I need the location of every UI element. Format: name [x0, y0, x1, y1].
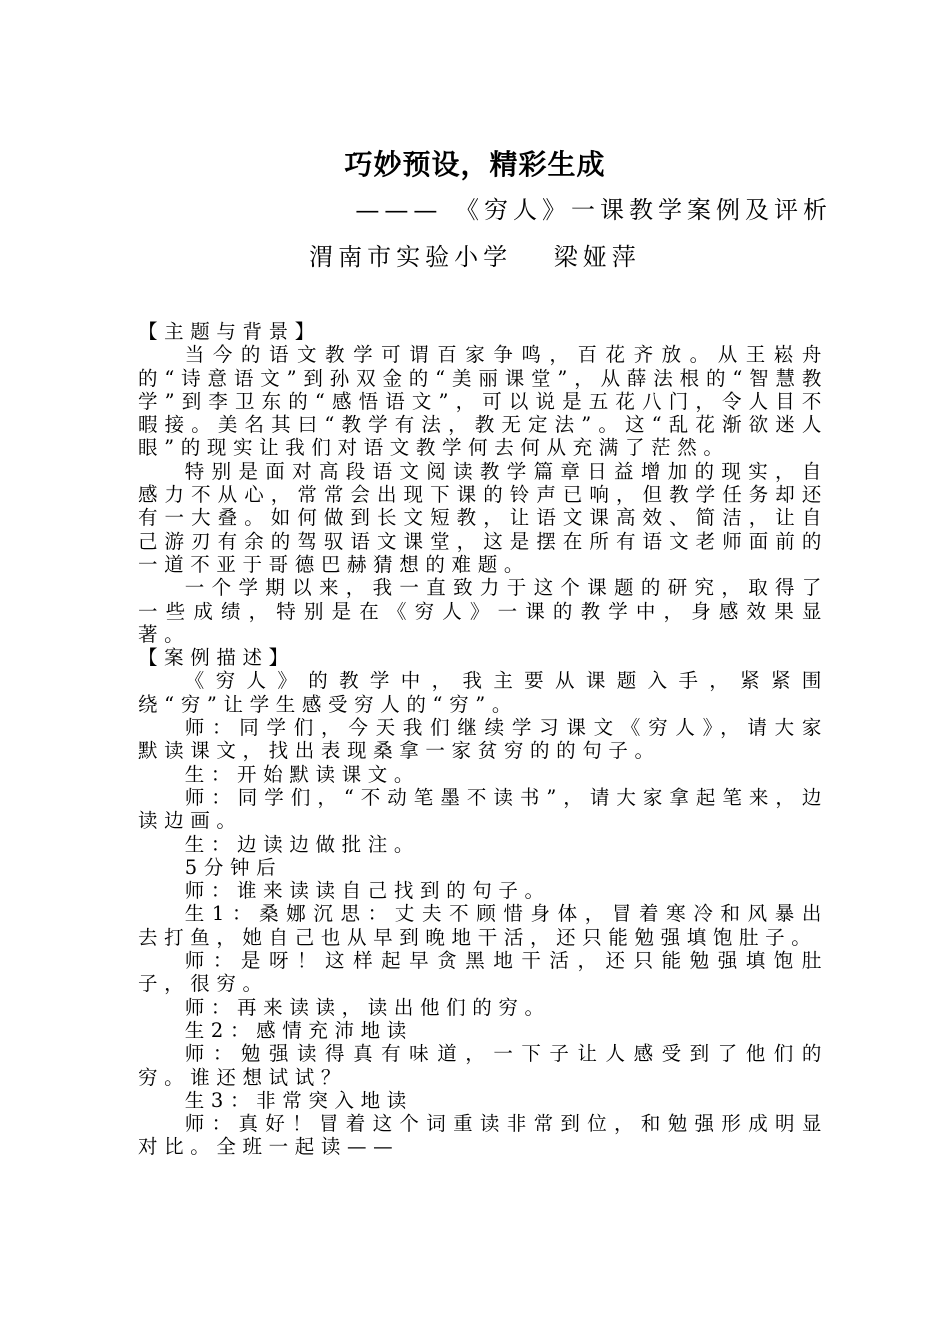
document-title: 巧妙预设，精彩生成: [344, 148, 606, 181]
dialogue-line: 生2：感情充沛地读: [184, 1018, 413, 1042]
dialogue-line: 师：谁来读读自己找到的句子。: [184, 879, 551, 903]
dialogue-line: 5分钟后: [184, 855, 283, 879]
paragraph: 《穷人》的教学中，我主要从课题入手，紧紧围绕“穷”让学生感受穷人的“穷”。: [138, 669, 828, 716]
dialogue-line: 生3：非常突入地读: [184, 1088, 413, 1112]
section-heading-theme: 【主题与背景】: [138, 320, 321, 343]
document-subtitle: ——— 《穷人》一课教学案例及评析: [355, 196, 832, 224]
dialogue-line: 生1：桑娜沉思：丈夫不顾惜身体，冒着寒冷和风暴出去打鱼，她自己也从早到晚地干活，还只能勉强填饱肚子。: [138, 902, 828, 949]
paragraph: 一个学期以来，我一直致力于这个课题的研究，取得了一些成绩，特别是在《穷人》一课的教学中，身感效果显著。: [138, 576, 828, 646]
dialogue-line: 师：真好！冒着这个词重读非常到位，和勉强形成明显对比。全班一起读——: [138, 1112, 828, 1159]
dialogue-line: 生：边读边做批注。: [184, 832, 420, 856]
document-author: 渭南市实验小学 梁娅萍: [309, 243, 641, 271]
dialogue-line: 师：是呀！这样起早贪黑地干活，还只能勉强填饱肚子，很穷。: [138, 949, 828, 996]
paragraph: 当今的语文教学可谓百家争鸣，百花齐放。从王崧舟的“诗意语文”到孙双金的“美丽课堂”，从薛法根的“智慧教学”到李卫东的“感悟语文”，可以说是五花八门，令人目不暇接。美名其曰“教学有法，教无定法”。这“乱花渐欲迷人眼”的现实让我们对语文教学何去何从充满了茫然。: [138, 343, 828, 460]
dialogue-line: 师：勉强读得真有味道，一下子让人感受到了他们的穷。谁还想试试？: [138, 1042, 828, 1089]
dialogue-line: 生：开始默读课文。: [184, 762, 420, 786]
document-body: [138, 320, 828, 1159]
dialogue-line: 师：同学们，今天我们继续学习课文《穷人》，请大家默读课文，找出表现桑拿一家贫穷的的句子。: [138, 716, 828, 763]
dialogue-line: 师：再来读读，读出他们的穷。: [184, 995, 551, 1019]
paragraph: 特别是面对高段语文阅读教学篇章日益增加的现实，自感力不从心，常常会出现下课的铃声已响，但教学任务却还有一大叠。如何做到长文短教，让语文课高效、简洁，让自己游刃有余的驾驭语文课堂，这是摆在所有语文老师面前的一道不亚于哥德巴赫猜想的难题。: [138, 459, 828, 576]
section-heading-case: 【案例描述】: [138, 646, 295, 670]
dialogue-line: 师：同学们，“不动笔墨不读书”，请大家拿起笔来，边读边画。: [138, 785, 828, 833]
